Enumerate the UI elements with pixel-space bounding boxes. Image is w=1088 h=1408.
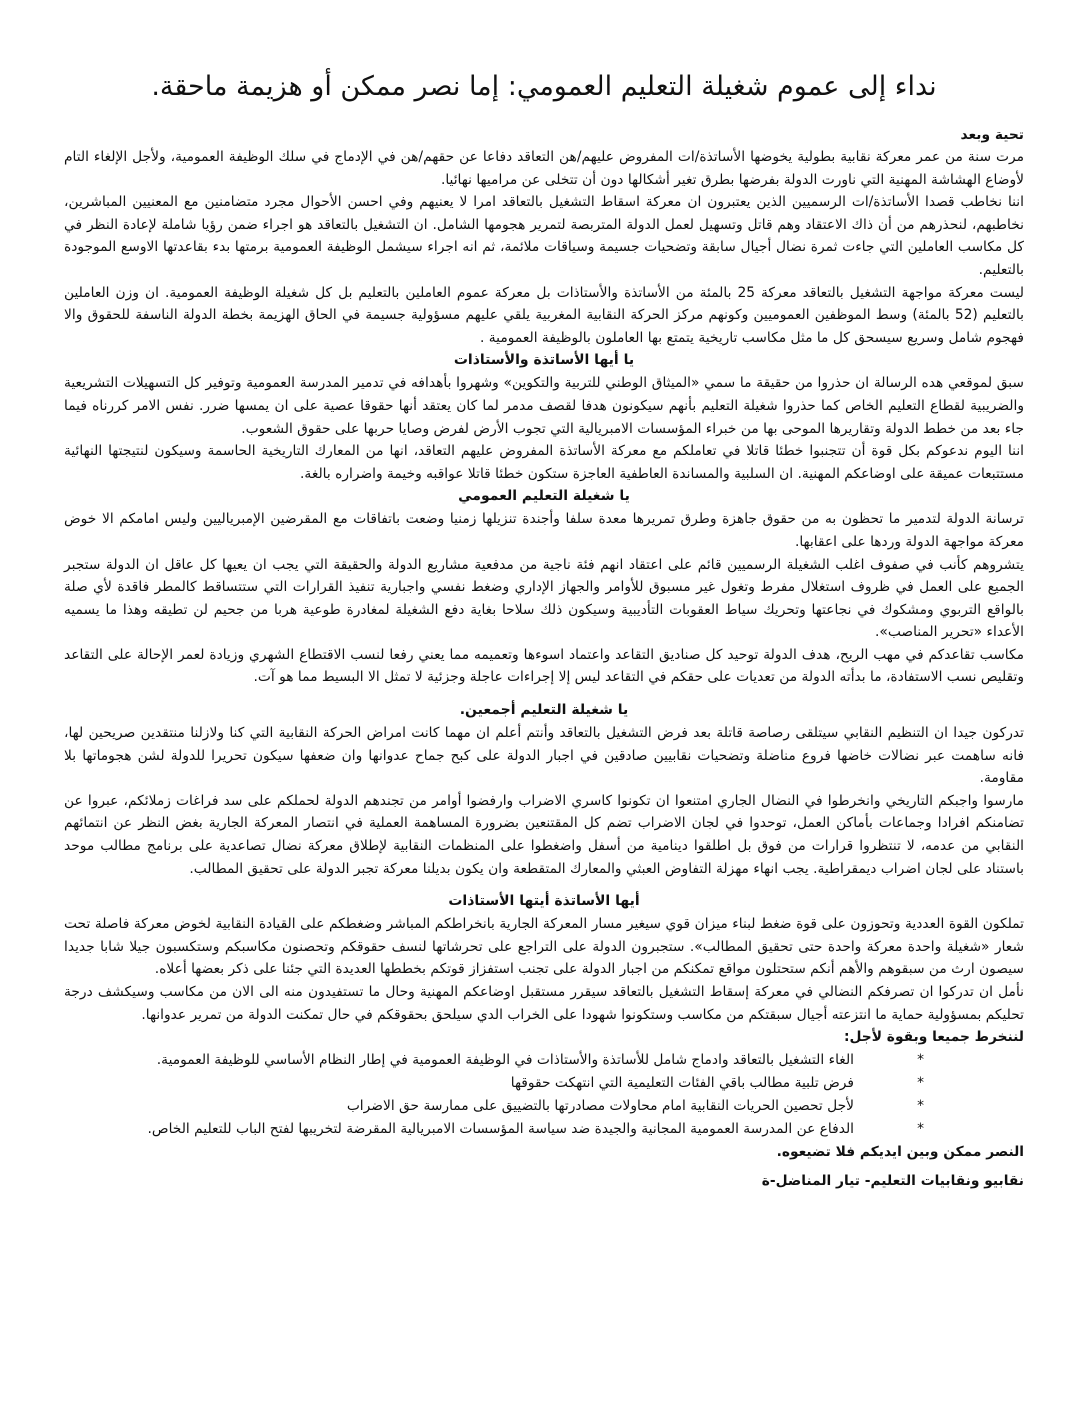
section-heading: يا أيها الأساتذة والأستاذات bbox=[453, 352, 635, 369]
paragraph: مارسوا واجبكم التاريخي وانخرطوا في النضال الجاري امتنعوا ان تكونوا كاسري الاضراب وارفضوا أوامر من تجندهم الدولة لحملكم على سد فراغات زملائكم، عبروا عن تضامنكم افرادا وجماعات بأماكن العمل، توحدوا في لجان الاضراب تضم كل المقتنعين بضرورة المساهمة العملية في انتصار المعركة الجارية بغض النظر عن انتمائهم النقابي من عدمه، لا تنتظروا قرارات من فوق بل اطلقوا دينامية من أسفل واضغطوا على المنظمات النقابية لإطلاق معركة نضال تصاعدية على برنامج مطالب موحد باستناد على لجان اضراب ديمقراطية. يجب انهاء مهزلة التفاوض العبثي والمعارك المتقطعة وان يكون بديلنا معركة تجبر الدولة على تحقيق المطالب. bbox=[64, 792, 1024, 877]
paragraph: مرت سنة من عمر معركة نقابية بطولية يخوضها الأساتذة/ات المفروض عليهم/هن التعاقد دفاعا عن حقهم/هن في الإدماج في سلك الوظيفة العمومية، ولأجل الإلغاء التام لأوضاع الهشاشة المهنية التي ناورت الدولة بفرضها بطرق تغير أشكالها دون أن تتخلى عن مراميها نهائيا. bbox=[64, 149, 1024, 188]
section-heading: أيها الأساتذة أيتها الأستاذات bbox=[448, 893, 640, 910]
paragraph: ليست معركة مواجهة التشغيل بالتعاقد معركة 25 بالمئة من الأساتذة والأستاذات بل معركة عموم العاملين بالتعليم بل كل شغيلة الوظيفة العمومية. ان وزن العاملين بالتعليم (52 بالمئة) وسط الموظفين العموميين وكونهم مركز الحركة النقابية المغربية يلقي عليهم مسؤولية جسيمة في الحاق الهزيمة بخطة الدولة الناسفة للحقوق والا فهجوم شامل وسريع سيسحق كل ما مثل مكاسب تاريخية يتمتع بها العاملون بالوظيفة العمومية . bbox=[64, 284, 1024, 346]
paragraph: مكاسب تقاعدكم في مهب الريح، هدف الدولة توحيد كل صناديق التقاعد واعتماد اسوءها وتعميمه مما يعني رفعا لنسب الاقتطاع الشهري وزيادة لعمر الإحالة على التقاعد وتقليص نسب الاستفادة، ما بدأته الدولة من تعديات على حقكم في التقاعد ليس إلا إجراءات عاجلة وجزئية لا تمثل الا البسيط مما هو آت. bbox=[64, 646, 1024, 686]
demand-item bbox=[64, 1118, 1024, 1141]
bullet-icon: * bbox=[917, 1052, 924, 1069]
paragraph: سبق لموقعي هده الرسالة ان حذروا من حقيقة ما سمي «الميثاق الوطني للتربية والتكوين» وشهروا بأهدافه في تدمير المدرسة العمومية وتوفير كل التسهيلات التشريعية والضريبية لقطاع التعليم الخاص كما حذروا شغيلة التعليم بأنهم سيكونون هدفا لقصف مدمر لما كان يعتقد أنها حقوقا عصية على ان يمسها ضرر. نفس الامر كررناه فيما جاء بعد من خطط الدولة وتقاريرها الموحى بها من خبراء المؤسسات الامبريالية التي تجوب الأرض لفرض وصايا حربها على حقوق الشعوب. bbox=[64, 375, 1024, 437]
demand-text: الغاء التشغيل بالتعاقد وادماج شامل للأساتذة والأستاذات في الوظيفة العمومية في إطار النظام الأساسي للوظيفة العمومية. bbox=[156, 1052, 854, 1069]
demand-text: فرض تلبية مطالب باقي الفئات التعليمية التي انتهكت حقوقها bbox=[510, 1075, 854, 1092]
bullet-icon: * bbox=[917, 1121, 924, 1138]
bullet-icon: * bbox=[917, 1075, 924, 1092]
salutation: تحية وبعد bbox=[960, 127, 1024, 143]
closing-line: النصر ممكن وبين ايديكم فلا تضيعوه. bbox=[776, 1144, 1024, 1161]
paragraph: اننا نخاطب قصدا الأساتذة/ات الرسميين الذين يعتبرون ان معركة اسقاط التشغيل بالتعاقد امرا لا يعنيهم وفي احسن الأحوال مجرد متضامنين مع المعنيين المباشرين، نخاطبهم، لنحذرهم من أن ذاك الاعتقاد وهم قاتل وتسهيل لعمل الدولة المتربصة لتمرير هجومها الشامل. ان التشغيل بالتعاقد هو اجراء ضمن رؤيا شاملة لإعادة النظر في كل مكاسب العاملين التي جاءت ثمرة نضال أجيال سابقة وتضحيات جسيمة وسياقات ملائمة، ثم انه اجراء سيشمل الوظيفة العمومية برمتها بدء بقاعدتها الاوسع الموجودة بالتعليم. bbox=[64, 194, 1024, 278]
paragraph: تملكون القوة العددية وتحوزون على قوة ضغط لبناء ميزان قوي سيغير مسار المعركة الجارية بانخراطكم المباشر وضغطكم على القيادة النقابية لخوض معركة فاصلة تحت شعار «شغيلة واحدة معركة واحدة حتى تحقيق المطالب». ستجبرون الدولة على التراجع على تحرشاتها لنسف حقوقكم وتحصنون مكاسبكم وستكسبون جيلا شابا جديدا سيصون ارث من سبقوهم والأهم أنكم ستحتلون مواقع تمكنكم من اجبار الدولة على تجنب استفزاز قوتكم بخططها العديدة التي جئنا على ذكر بعضها أعلاه. bbox=[64, 916, 1024, 978]
demand-item bbox=[64, 1072, 1024, 1095]
demand-item bbox=[64, 1049, 1024, 1072]
demand-text: الدفاع عن المدرسة العمومية المجانية والجيدة ضد سياسة المؤسسات الامبريالية المقرضة لتخريبها لفتح الباب للتعليم الخاص. bbox=[147, 1121, 854, 1138]
section-heading: يا شغيلة التعليم العمومي bbox=[458, 488, 630, 505]
section-heading: يا شغيلة التعليم أجمعين. bbox=[459, 702, 629, 719]
bullet-icon: * bbox=[917, 1098, 924, 1115]
demands-intro: لننخرط جميعا وبقوة لأجل: bbox=[843, 1029, 1024, 1046]
document-title: نداء إلى عموم شغيلة التعليم العمومي: إما نصر ممكن أو هزيمة ماحقة. bbox=[151, 71, 937, 102]
paragraph: تدركون جيدا ان التنظيم النقابي سيتلقى رصاصة قاتلة بعد فرض التشغيل بالتعاقد وأنتم أعلم ان مهما كانت امراض الحركة النقابية التي كنا ولازلنا منتقدين صريحين لها، فانه ساهمت عبر نضالات خاضها فروع مناضلة وتضحيات نقابيين صادقين في اجبار الدولة على كبح جماح عدوانها وان ضعفها سيكون تحريرا للدولة لشن هجوماتها بلا مقاومة. bbox=[64, 725, 1024, 787]
demands-list bbox=[64, 1049, 1024, 1141]
paragraph: ترسانة الدولة لتدمير ما تحظون به من حقوق جاهزة وطرق تمريرها معدة سلفا وأجندة تنزيلها زمنيا وضعت باتفاقات مع المقرضين الإمبرياليين وليس امامكم الا خوض معركة مواجهة الدولة وردها على اعقابها. bbox=[64, 511, 1024, 550]
paragraph: اننا اليوم ندعوكم بكل قوة أن تتجنبوا خطئا قاتلا في تعاملكم مع معركة الأساتذة المفروض عليهم التعاقد، انها من المعارك التاريخية الحاسمة وسيكون لنتيجتها النهائية مستتبعات عميقة على اوضاعكم المهنية. ان السلبية والمساندة العاطفية العاجزة ستكون خطئا قاتلا عواقبه وخيمة واضراره بالغة. bbox=[64, 443, 1024, 482]
paragraph: نأمل ان تدركوا ان تصرفكم النضالي في معركة إسقاط التشغيل بالتعاقد سيقرر مستقبل اوضاعكم المهنية وحال ما تستفيدون منه الى الان من مكاسب وسيكشف درجة تحليكم بمسؤولية حماية ما انتزعته أجيال سبقتكم من مكاسب وستكونوا شهودا على الخراب الدي سيلحق بحقوقكم في حال تمكنت الدولة من تمرير عدوانها. bbox=[64, 984, 1024, 1023]
demand-item bbox=[64, 1095, 1024, 1118]
paragraph: يتشروهم كأنب في صفوف اغلب الشغيلة الرسميين قائم على اعتقاد انهم فئة ناجية من مدفعية مشاريع الدولة والحقيقة التي يجب ان يعيها كل عاقل ان الدولة ستجبر الجميع على العمل في ظروف استغلال مفرط وتغول غير مسبوق للأوامر والجهاز الإداري وضغط نفسي واجبارية تنفيذ القرارات التي ستتساقط كالمطر فاقدة لأي صلة بالواقع التربوي ومشكوك في نجاعتها وتحريك سياط العقوبات التأديبية وسيكون ذلك سلاحا بغاية دفع الشغيلة لمغادرة طوعية هربا من جحيم لن تطيقه وهذا ما يسميه الأعداء «تحرير المناصب». bbox=[64, 556, 1024, 641]
signature: نقابيو ونقابيات التعليم- تيار المناضل-ة bbox=[761, 1173, 1024, 1190]
demand-text: لأجل تحصين الحريات النقابية امام محاولات مصادرتها بالتضييق على ممارسة حق الاضراب bbox=[346, 1098, 854, 1115]
